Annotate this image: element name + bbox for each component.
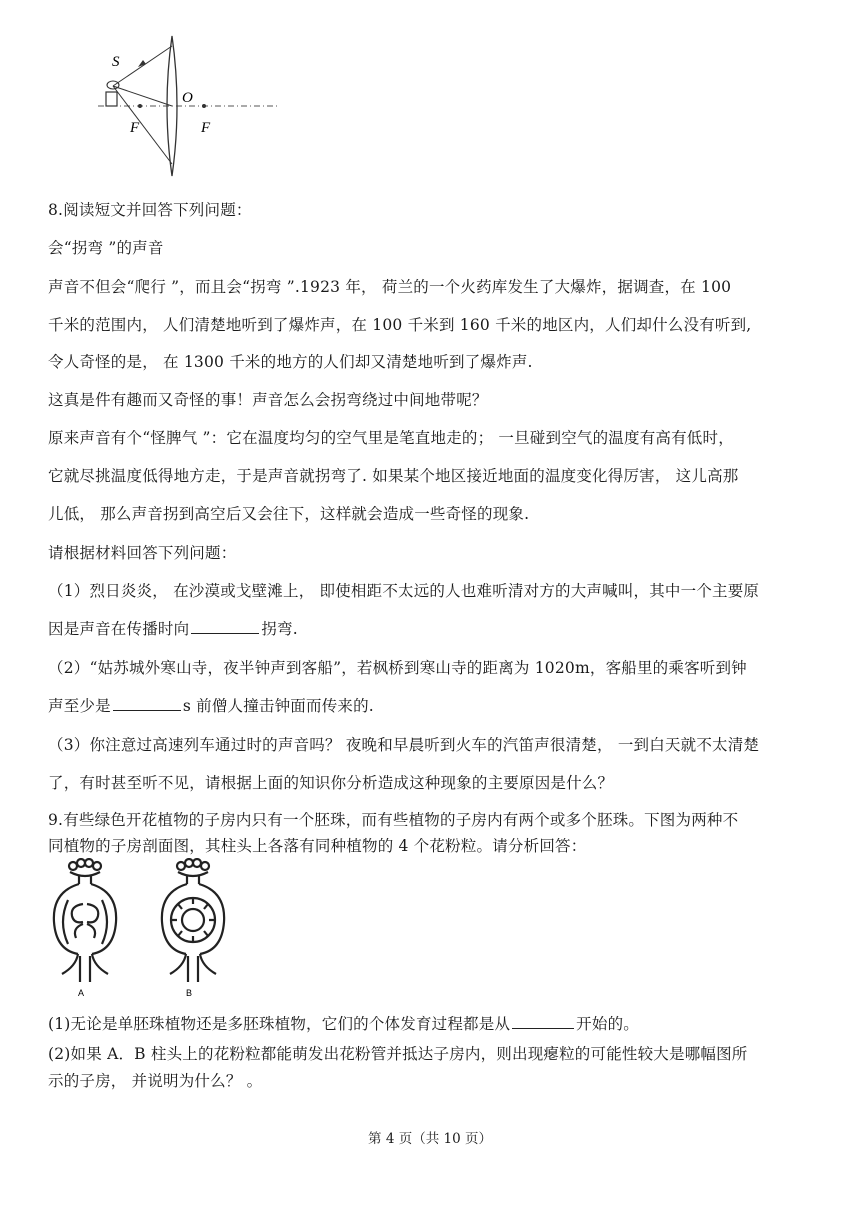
ovary-section-figure (48, 858, 248, 998)
label-o: O (182, 90, 193, 106)
q9-sub2-line1: (2)如果 A．B 柱头上的花粉粒都能萌发出花粉管并抵达子房内，则出现瘪粒的可能性较大是哪幅图所 (48, 1045, 748, 1063)
q8-heading: 8.阅读短文并回答下列问题： (48, 201, 252, 219)
q8-sub1-answer-blank[interactable] (191, 619, 259, 634)
q8-sub3-line1: （3）你注意过高速列车通过时的声音吗？ 夜晚和早晨听到火车的汽笛声很清楚， 一到白天就不太清楚 (48, 736, 760, 754)
ray-3 (113, 86, 172, 106)
ovary-a-label: A (78, 988, 85, 998)
q8-sub2-line1: （2）“姑苏城外寒山寺，夜半钟声到客船”，若枫桥到寒山寺的距离为 1020m，客船里的乘客听到钟 (48, 659, 747, 677)
q8-para1-line1: 声音不但会“爬行 ”，而且会“拐弯 ”.1923 年， 荷兰的一个火药库发生了大爆炸，据调查，在 100 (48, 278, 732, 296)
q8-prompt: 请根据材料回答下列问题： (48, 544, 237, 562)
ray-2 (113, 86, 172, 164)
focus-right-dot (202, 104, 206, 108)
ovary-b-label: B (186, 988, 193, 998)
q9-sub1-text: (1)无论是单胚珠植物还是多胚珠植物，它们的个体发育过程都是从 (48, 1015, 511, 1033)
ovary-b (162, 859, 224, 982)
page-footer: 第 4 页（共 10 页） (368, 1131, 492, 1147)
q9-sub1-text-end: 开始的。 (576, 1015, 639, 1033)
label-s: S (112, 54, 120, 70)
lens-ray-diagram (88, 22, 288, 192)
q8-sub1-line1: （1）烈日炎炎， 在沙漠或戈壁滩上， 即使相距不太远的人也难听清对方的大声喊叫，其中一个主要原 (48, 582, 760, 600)
q8-sub3-line2: 了，有时甚至听不见，请根据上面的知识你分析造成这种现象的主要原因是什么？ (48, 774, 614, 792)
q9-sub2-line2: 示的子房， 并说明为什么？ 。 (48, 1072, 263, 1090)
q9-sub1-answer-blank[interactable] (512, 1014, 574, 1029)
q8-sub2-line2 (48, 696, 374, 716)
object-box (106, 92, 117, 106)
q8-para1-line2: 千米的范围内， 人们清楚地听到了爆炸声，在 100 千米到 160 千米的地区内，人们却什么没有听到, (48, 316, 752, 334)
q8-sub1-text: 因是声音在传播时向 (48, 620, 190, 638)
label-f-left: F (130, 120, 140, 136)
q8-sub1-line2 (48, 619, 298, 639)
q9-line2: 同植物的子房剖面图，其柱头上各落有同种植物的 4 个花粉粒。请分析回答： (48, 837, 587, 855)
q8-sub2-text-end: s 前僧人撞击钟面而传来的. (182, 697, 374, 715)
q8-sub1-text-end: 拐弯. (261, 620, 298, 638)
q9-line1: 9.有些绿色开花植物的子房内只有一个胚珠，而有些植物的子房内有两个或多个胚珠。下图为两种不 (48, 811, 739, 829)
q8-para3-line2: 它就尽挑温度低得地方走，于是声音就拐弯了. 如果某个地区接近地面的温度变化得厉害， 这儿高那 (48, 467, 739, 485)
q8-para3-line1: 原来声音有个“怪脾气 ”：它在温度均匀的空气里是笔直地走的； 一旦碰到空气的温度有高有低时， (48, 429, 734, 447)
q8-para1-line3: 令人奇怪的是， 在 1300 千米的地方的人们却又清楚地听到了爆炸声. (48, 353, 533, 371)
ovary-a (54, 859, 116, 982)
q8-passage-title: 会“拐弯 ”的声音 (48, 239, 164, 257)
q8-sub2-answer-blank[interactable] (113, 696, 181, 711)
ray-1 (113, 46, 172, 86)
q8-sub2-text: 声至少是 (48, 697, 111, 715)
q8-para3-line3: 儿低， 那么声音拐到高空后又会往下，这样就会造成一些奇怪的现象. (48, 505, 530, 523)
q8-para2: 这真是件有趣而又奇怪的事！声音怎么会拐弯绕过中间地带呢？ (48, 391, 488, 409)
label-f-right: F (201, 120, 211, 136)
q9-sub1 (48, 1014, 639, 1034)
focus-left-dot (138, 104, 142, 108)
